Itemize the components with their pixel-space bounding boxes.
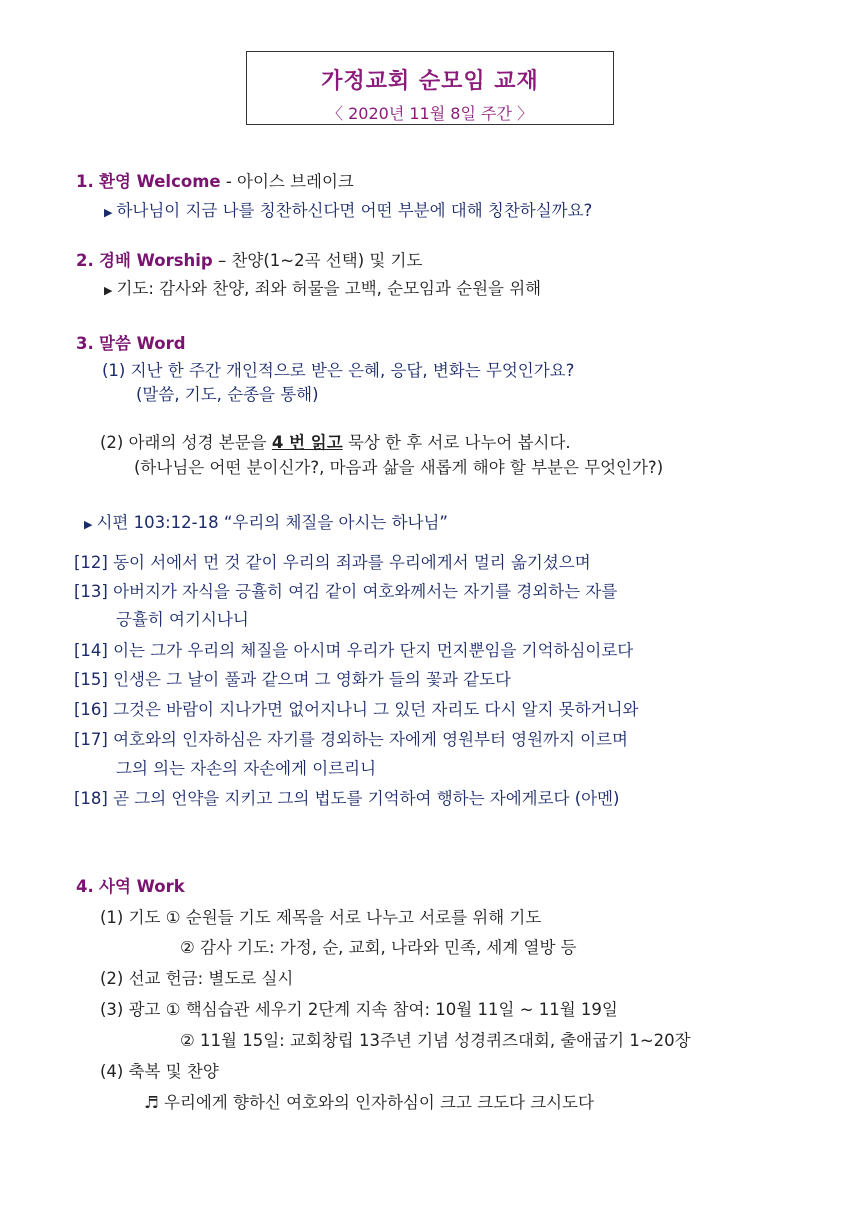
work-item-offering: (2) 선교 헌금: 별도로 실시	[100, 969, 294, 988]
triangle-right-icon: ▶	[84, 518, 93, 531]
verse-17-cont: 그의 의는 자손의 자손에게 이르리니	[116, 759, 377, 778]
passage-reference: ▶ 시편 103:12-18 “우리의 체질을 아시는 하나님”	[84, 513, 448, 532]
verse-15: [15] 인생은 그 날이 풀과 같으며 그 영화가 들의 꽃과 같도다	[74, 670, 511, 689]
page-title: 가정교회 순모임 교재	[321, 69, 539, 94]
prayer-text: 기도: 감사와 찬양, 죄와 허물을 고백, 순모임과 순원을 위해	[116, 279, 542, 298]
work-item-thanks: ② 감사 기도: 가정, 순, 교회, 나라와 민족, 세계 열방 등	[180, 938, 577, 957]
triangle-right-icon: ▶	[104, 206, 113, 219]
page-subtitle: 〈 2020년 11월 8일 주간 〉	[327, 104, 533, 123]
verse-17: [17] 여호와의 인자하심은 자기를 경외하는 자에게 영원부터 영원까지 이르며	[74, 730, 628, 749]
section-number: 4.	[76, 877, 94, 896]
section-title: 경배 Worship	[99, 251, 213, 270]
section-title: 말씀 Word	[99, 334, 186, 353]
section-number: 3.	[76, 334, 94, 353]
section-number: 2.	[76, 251, 94, 270]
section-2-prayer	[104, 275, 541, 299]
section-1-heading	[76, 168, 354, 192]
question-1: (1) 지난 한 주간 개인적으로 받은 은혜, 응답, 변화는 무엇인가요?	[102, 361, 575, 380]
section-desc: - 아이스 브레이크	[220, 172, 354, 191]
section-2-heading	[76, 247, 422, 271]
verse-16: [16] 그것은 바람이 지나가면 없어지나니 그 있던 자리도 다시 알지 못하거니와	[74, 700, 639, 719]
work-item-announce-2: ② 11월 15일: 교회창립 13주년 기념 성경퀴즈대회, 출애굽기 1~20장	[180, 1031, 691, 1050]
work-item-prayer: (1) 기도 ① 순원들 기도 제목을 서로 나누고 서로를 위해 기도	[100, 908, 542, 927]
verse-12: [12] 동이 서에서 먼 것 같이 우리의 죄과를 우리에게서 멀리 옮기셨으며	[74, 553, 591, 572]
verse-18: [18] 곧 그의 언약을 지키고 그의 법도를 기억하여 행하는 자에게로다 (아멘)	[74, 789, 620, 808]
read-count: 4 번 읽고	[271, 433, 343, 452]
title-box	[246, 51, 614, 125]
section-3-heading	[76, 330, 186, 354]
section-1-question	[104, 197, 592, 221]
question-2-note: (하나님은 어떤 분이신가?, 마음과 삶을 새롭게 해야 할 부분은 무엇인가?)	[134, 458, 664, 477]
song-line: ♬ 우리에게 향하신 여호와의 인자하심이 크고 크도다 크시도다	[144, 1093, 594, 1112]
section-title: 환영 Welcome	[99, 172, 221, 191]
work-item-blessing: (4) 축복 및 찬양	[100, 1062, 219, 1081]
section-number: 1.	[76, 172, 94, 191]
triangle-right-icon: ▶	[104, 284, 113, 297]
verse-14: [14] 이는 그가 우리의 체질을 아시며 우리가 단지 먼지뿐임을 기억하심이로다	[74, 641, 634, 660]
verse-13: [13] 아버지가 자식을 긍휼히 여김 같이 여호와께서는 자기를 경외하는 자를	[74, 582, 618, 601]
work-item-announce-1: (3) 광고 ① 핵심습관 세우기 2단계 지속 참여: 10월 11일 ~ 11월 19일	[100, 1000, 618, 1019]
question-1-note: (말씀, 기도, 순종을 통해)	[136, 385, 319, 404]
section-title: 사역 Work	[99, 877, 185, 896]
verse-13-cont: 긍휼히 여기시나니	[116, 610, 249, 629]
question-text: 하나님이 지금 나를 칭찬하신다면 어떤 부분에 대해 칭찬하실까요?	[116, 201, 593, 220]
question-2: (2) 아래의 성경 본문을 4 번 읽고 묵상 한 후 서로 나누어 봅시다.	[100, 433, 571, 452]
section-desc: – 찬양(1~2곡 선택) 및 기도	[212, 251, 423, 270]
section-4-heading	[76, 873, 185, 897]
